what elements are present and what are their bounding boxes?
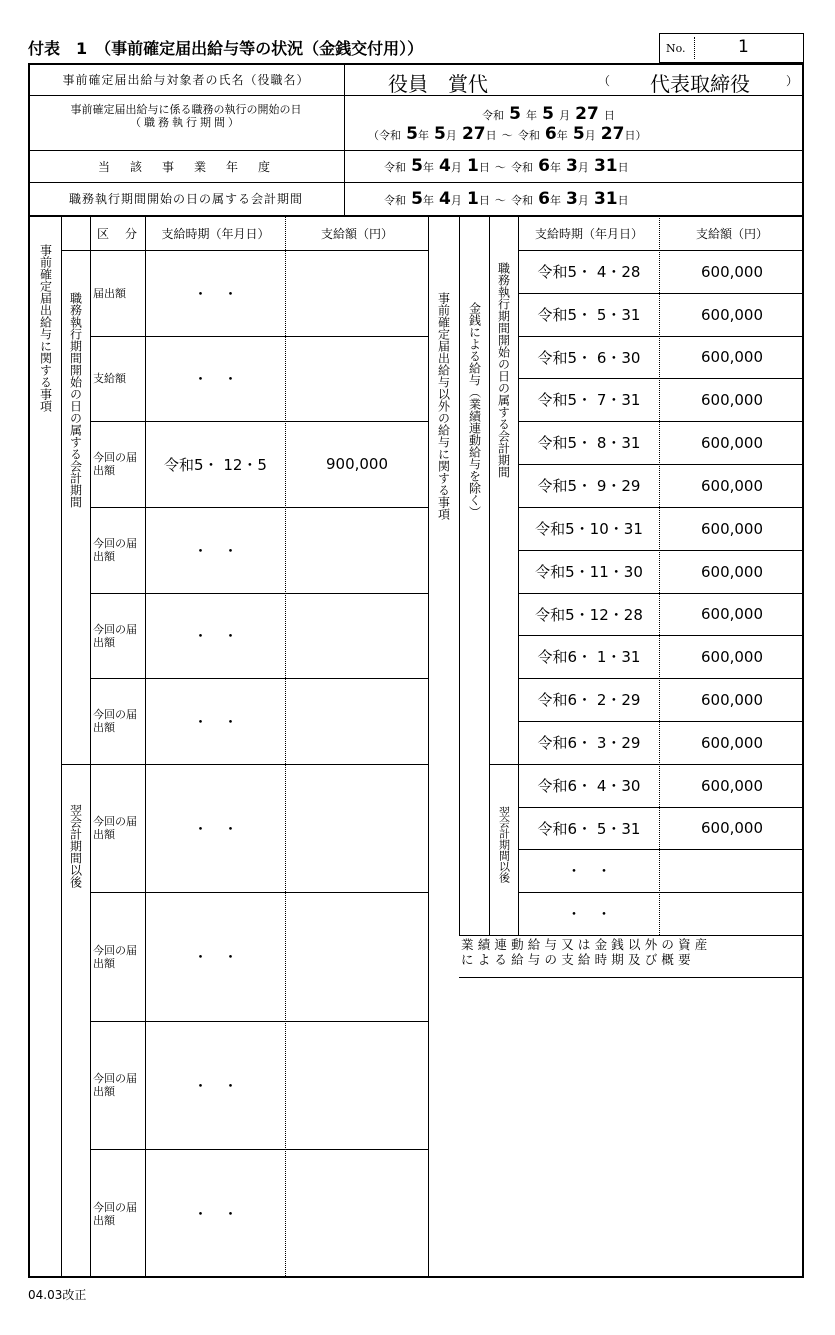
paren-open: （ [598, 74, 611, 88]
note-line1: 業績連動給与又は金銭以外の資産 [461, 937, 712, 952]
left-row-label: 今回の届出額 [93, 943, 137, 970]
right-row-amount[interactable]: 600,000 [700, 476, 764, 495]
left-row-label: 今回の届出額 [93, 815, 137, 841]
right-row-amount[interactable] [660, 849, 804, 892]
right-sub-label: 金銭による給与（業績連動給与を除く） [467, 302, 482, 518]
right-row-date[interactable]: 令和5・ 6・30 [537, 348, 641, 367]
right-row-amount[interactable]: 600,000 [700, 819, 764, 837]
right-row-amount[interactable]: 600,000 [700, 519, 764, 538]
note-label [461, 937, 803, 967]
right-row-amount[interactable]: 600,000 [700, 647, 764, 666]
left-row-label: 今回の届出額 [93, 622, 137, 649]
right-group1-label: 職務執行期間開始の日の属する会計期間 [496, 262, 511, 478]
right-row-date[interactable]: 令和5・ 8・31 [537, 434, 641, 452]
left-row-date[interactable]: ・ ・ [192, 627, 238, 645]
right-group2-label: 翌会計期間以後 [497, 805, 511, 883]
exec-label [30, 103, 342, 129]
right-row-date[interactable]: 令和5・ 4・28 [537, 263, 641, 281]
right-row-date[interactable]: 令和5・12・28 [535, 605, 643, 624]
right-row-date[interactable]: 令和5・ 5・31 [537, 306, 641, 324]
left-row-amount[interactable] [286, 1021, 428, 1149]
left-row-amount[interactable] [286, 892, 428, 1021]
revision-note: 04.03改正 [28, 1288, 87, 1302]
exec-label-line1: 事前確定届出給与に係る職務の執行の開始の日 [70, 103, 302, 116]
fy-label: 当 該 事 業 年 度 [97, 159, 274, 174]
left-row-amount[interactable] [286, 336, 428, 421]
right-row-date[interactable]: 令和6・ 1・31 [537, 648, 641, 666]
left-row-label: 今回の届出額 [93, 537, 137, 563]
left-row-label: 届出額 [93, 286, 126, 300]
left-row-date[interactable]: ・ ・ [192, 819, 238, 838]
number-box [659, 33, 804, 63]
col-date-right: 支給時期（年月日） [534, 226, 643, 241]
acct-label: 職務執行期間開始の日の属する会計期間 [68, 192, 303, 206]
recipient-label: 事前確定届出給与対象者の氏名（役職名） [62, 72, 310, 87]
right-row-amount[interactable] [660, 892, 804, 935]
left-row-date[interactable]: ・ ・ [192, 541, 238, 560]
col-amount-left: 支給額（円） [320, 226, 393, 241]
right-row-amount[interactable]: 600,000 [700, 776, 764, 795]
note-line2: による給与の支給時期及び概要 [461, 952, 695, 967]
right-row-amount[interactable]: 600,000 [700, 305, 764, 324]
left-row-date[interactable]: 令和5・ 12・5 [164, 455, 267, 474]
paren-close: ） [786, 74, 799, 88]
exec-start-date: 令和 5 年 5 月 27 日 [482, 104, 615, 124]
left-row-amount[interactable] [286, 1149, 428, 1278]
left-row-label: 支給額 [93, 372, 126, 385]
right-row-date[interactable]: ・ ・ [566, 905, 612, 923]
left-row-label: 今回の届出額 [93, 451, 137, 477]
left-row-label: 今回の届出額 [93, 1072, 137, 1098]
exec-label-line2: （職務執行期間） [130, 116, 242, 129]
right-row-amount[interactable]: 600,000 [700, 433, 764, 452]
left-row-amount[interactable]: 900,000 [325, 455, 389, 473]
number-label: No. [666, 42, 686, 55]
left-side-label: 事前確定届出給与に関する事項 [38, 244, 53, 412]
left-row-date[interactable]: ・ ・ [192, 948, 238, 966]
left-row-amount[interactable] [286, 250, 428, 336]
number-value: 1 [738, 37, 749, 57]
right-row-date[interactable]: 令和5・ 7・31 [537, 391, 641, 409]
right-row-date[interactable]: 令和6・ 5・31 [537, 819, 641, 838]
right-row-date[interactable]: 令和5・ 9・29 [537, 477, 641, 495]
right-row-amount[interactable]: 600,000 [700, 348, 764, 366]
left-row-date[interactable]: ・ ・ [192, 712, 238, 731]
right-row-date[interactable]: ・ ・ [566, 862, 612, 880]
left-group2-label: 翌会計期間以後 [68, 804, 83, 888]
recipient-position: 代表取締役 [650, 72, 750, 96]
fy-period: 令和 5年 4月 1日 ～ 令和 6年 3月 31日 [384, 156, 629, 176]
acct-period: 令和 5年 4月 1日 ～ 令和 6年 3月 31日 [384, 189, 629, 209]
left-row-date[interactable]: ・ ・ [192, 370, 238, 388]
left-row-date[interactable]: ・ ・ [192, 284, 238, 303]
right-side-label: 事前確定届出給与以外の給与に関する事項 [436, 292, 451, 520]
right-row-date[interactable]: 令和6・ 2・29 [537, 691, 641, 709]
left-row-amount[interactable] [286, 678, 428, 764]
form-title: 付表 1 （事前確定届出給与等の状況（金銭交付用）） [28, 39, 424, 58]
right-row-amount[interactable]: 600,000 [700, 733, 764, 752]
col-date-left: 支給時期（年月日） [161, 226, 270, 241]
note-content[interactable] [460, 979, 802, 1276]
left-row-amount[interactable] [286, 593, 428, 678]
right-row-date[interactable]: 令和5・10・31 [535, 520, 643, 538]
col-kubun: 区 分 [96, 226, 139, 241]
right-row-amount[interactable]: 600,000 [700, 605, 764, 623]
right-row-date[interactable]: 令和6・ 3・29 [537, 734, 641, 752]
right-row-amount[interactable]: 600,000 [700, 690, 764, 709]
left-row-date[interactable]: ・ ・ [192, 1076, 238, 1095]
right-row-amount[interactable]: 600,000 [700, 390, 764, 409]
left-row-label: 今回の届出額 [93, 1200, 137, 1227]
exec-period: （令和 5年 5月 27日 ～ 令和 6年 5月 27日） [368, 124, 647, 144]
left-row-date[interactable]: ・ ・ [192, 1205, 238, 1223]
right-row-date[interactable]: 令和6・ 4・30 [537, 777, 641, 795]
left-group1-label: 職務執行期間開始の日の属する会計期間 [68, 292, 83, 508]
left-row-label: 今回の届出額 [93, 708, 137, 734]
recipient-name: 役員 賞代 [388, 72, 488, 96]
col-amount-right: 支給額（円） [695, 226, 768, 241]
right-row-date[interactable]: 令和5・11・30 [535, 563, 643, 581]
right-row-amount[interactable]: 600,000 [700, 262, 764, 281]
left-row-amount[interactable] [286, 764, 428, 892]
right-row-amount[interactable]: 600,000 [700, 562, 764, 581]
left-row-amount[interactable] [286, 507, 428, 593]
